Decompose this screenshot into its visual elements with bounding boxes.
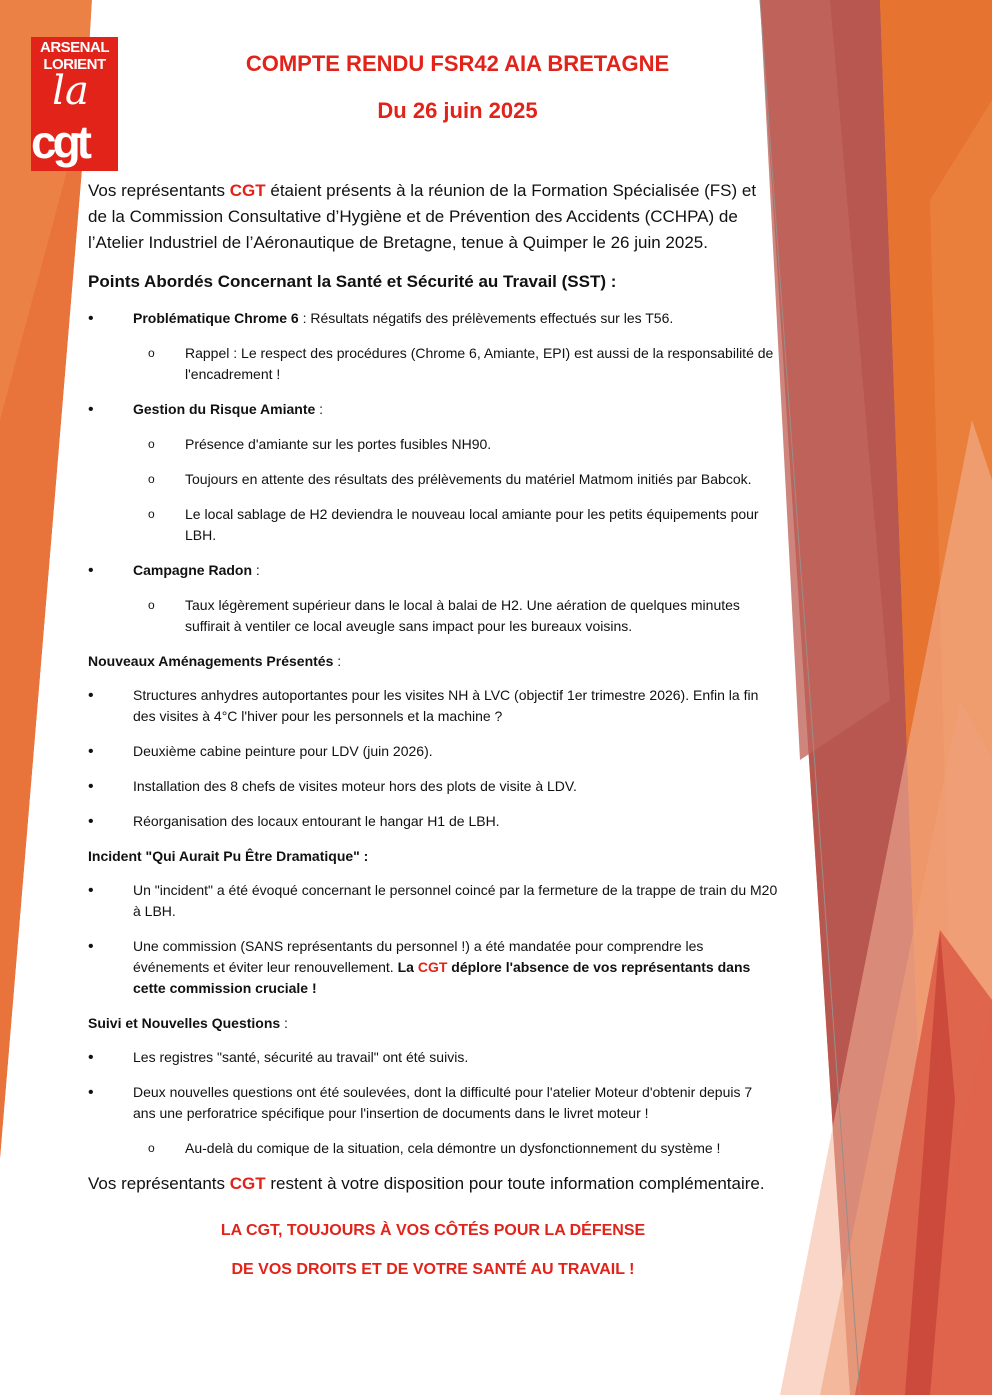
intro-paragraph: Vos représentants CGT étaient présents à la réunion de la Formation Spécialisée (FS) et de la Commission Consultative d’Hygiène et de Prévention des Accidents (CCHPA) de l’Atelier Industriel de l’Aéronautique de Bretagne, tenue à Quimper le 26 juin 2025. [88, 181, 757, 252]
list-item-radon: • Campagne Radon : [88, 560, 778, 581]
list-item: • Deux nouvelles questions ont été soulevées, dont la difficulté pour l'atelier Moteur d'obtenir depuis 7 ans une perforatrice spécifique pour l'insertion de documents dans le livret moteur ! [88, 1082, 778, 1124]
slogan-line-2: DE VOS DROITS ET DE VOTRE SANTÉ AU TRAVAIL ! [231, 1261, 635, 1278]
incident-heading: Incident "Qui Aurait Pu Être Dramatique" : [88, 848, 369, 864]
cgt-highlight: CGT [417, 959, 448, 975]
sst-heading: Points Abordés Concernant la Santé et Sécurité au Travail (SST) : [88, 272, 617, 291]
document-date: Du 26 juin 2025 [377, 98, 538, 123]
list-item: • Installation des 8 chefs de visites moteur hors des plots de visite à LDV. [88, 776, 778, 797]
sub-item: o Au-delà du comique de la situation, cela démontre un dysfonctionnement du système ! [88, 1138, 778, 1159]
cgt-highlight: CGT [229, 1174, 266, 1193]
closing-paragraph: Vos représentants CGT restent à votre disposition pour toute information complémentaire. [88, 1174, 765, 1193]
cgt-highlight: CGT [229, 181, 266, 200]
list-item: • Un "incident" a été évoqué concernant le personnel coincé par la fermeture de la trappe de train du M20 à LBH. [88, 880, 778, 922]
document-title: COMPTE RENDU FSR42 AIA BRETAGNE [245, 51, 670, 76]
slogan-line-1: LA CGT, TOUJOURS À VOS CÔTÉS POUR LA DÉFENSE [220, 1222, 646, 1239]
list-item: • Les registres "santé, sécurité au travail" ont été suivis. [88, 1047, 778, 1068]
sub-item-amiante: o Le local sablage de H2 deviendra le nouveau local amiante pour les petits équipements pour LBH. [88, 504, 778, 546]
logo-cgt: cgt [31, 116, 88, 168]
incident-list [88, 880, 778, 999]
document-body [88, 178, 778, 1281]
sst-list [88, 308, 778, 637]
logo-line-lorient: LORIENT [43, 56, 106, 73]
logo-la: la [52, 68, 89, 114]
list-item-chrome: • Problématique Chrome 6 : Résultats négatifs des prélèvements effectués sur les T56. [88, 308, 778, 329]
sub-item-amiante: o Toujours en attente des résultats des prélèvements du matériel Matmom initiés par Babcok. [88, 469, 778, 490]
amenagements-heading: Nouveaux Aménagements Présentés : [88, 653, 342, 669]
suivi-heading: Suivi et Nouvelles Questions : [88, 1015, 288, 1031]
list-item-amiante: • Gestion du Risque Amiante : [88, 399, 778, 420]
amenagements-list [88, 685, 778, 832]
arsenal-lorient-cgt-logo [31, 37, 118, 171]
sub-item-chrome-rappel: o Rappel : Le respect des procédures (Chrome 6, Amiante, EPI) est aussi de la responsabilité de l'encadrement ! [88, 343, 778, 385]
sub-item-radon: o Taux légèrement supérieur dans le local à balai de H2. Une aération de quelques minutes suffirait à ventiler ce local aveugle sans impact pour les bureaux voisins. [88, 595, 778, 637]
suivi-list [88, 1047, 778, 1159]
logo-line-arsenal: ARSENAL [39, 39, 109, 56]
list-item-commission: • Une commission (SANS représentants du personnel !) a été mandatée pour comprendre les événements et éviter leur renouvellement. La CGT déplore l'absence de vos représentants dans cette commission cruciale ! [88, 936, 778, 999]
sub-item-amiante: o Présence d'amiante sur les portes fusibles NH90. [88, 434, 778, 455]
list-item: • Deuxième cabine peinture pour LDV (juin 2026). [88, 741, 778, 762]
list-item: • Structures anhydres autoportantes pour les visites NH à LVC (objectif 1er trimestre 2026). Enfin la fin des visites à 4°C l'hiver pour les personnels et la machine ? [88, 685, 778, 727]
list-item: • Réorganisation des locaux entourant le hangar H1 de LBH. [88, 811, 778, 832]
